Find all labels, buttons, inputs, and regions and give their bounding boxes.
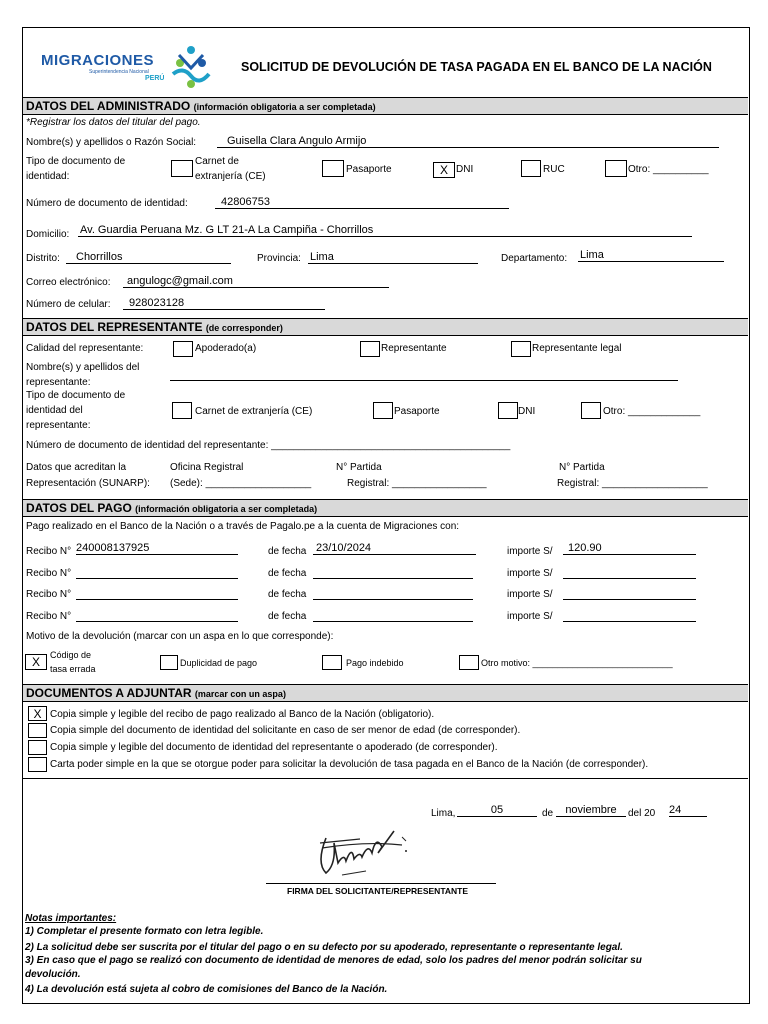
rep-doctype-label-1: Tipo de documento de [26, 390, 126, 401]
section-representante-header [23, 318, 748, 336]
option-indebido: Pago indebido [346, 658, 404, 668]
mes-field[interactable]: noviembre [556, 804, 626, 817]
section-pago-header [23, 499, 748, 517]
departamento-label: Departamento: [501, 253, 568, 264]
checkbox-rep-dni[interactable] [498, 402, 518, 419]
importe-label: importe S/ [507, 589, 553, 600]
departamento-field[interactable]: Lima [578, 249, 724, 262]
checkbox-rep-legal[interactable] [511, 341, 531, 357]
migraciones-logo [41, 44, 211, 90]
celular-label: Número de celular: [26, 299, 111, 310]
partida-a-label-1: N° Partida [336, 462, 382, 473]
checkbox-rep-pasaporte[interactable] [373, 402, 393, 419]
checkbox-doc-recibo[interactable]: X [28, 706, 47, 721]
checkbox-pasaporte[interactable] [322, 160, 344, 177]
rep-doctype-label-2: identidad del [26, 405, 83, 416]
de-label: de [542, 808, 554, 819]
checkbox-rep-ce[interactable] [172, 402, 192, 419]
provincia-label: Provincia: [257, 253, 301, 264]
option-rep-otro: Otro: _____________ [603, 406, 701, 417]
sunarp-label-1: Datos que acreditan la [26, 462, 127, 473]
note-item: 2) La solicitud debe ser suscrita por el titular del pago o en su defecto por su apoderado, representante o representante legal. [25, 942, 623, 953]
name-field[interactable]: Guisella Clara Angulo Armijo [217, 135, 719, 148]
motivo-label: Motivo de la devolución (marcar con un aspa en lo que corresponde): [26, 631, 334, 642]
recibo-field[interactable] [76, 609, 238, 622]
checkbox-otro[interactable] [605, 160, 627, 177]
dia-field[interactable]: 05 [457, 804, 537, 817]
checkbox-representante[interactable] [360, 341, 380, 357]
docnum-field[interactable]: 42806753 [215, 196, 509, 209]
option-rep-pasaporte: Pasaporte [394, 406, 440, 417]
domicilio-field[interactable]: Av. Guardia Peruana Mz. G LT 21-A La Campiña - Chorrillos [78, 224, 692, 237]
checkbox-doc-menor[interactable] [28, 723, 47, 738]
partida-a-label-2: Registral: _________________ [347, 478, 487, 489]
rep-docnum-label: Número de documento de identidad del representante: ___________________________________________ [26, 440, 511, 451]
docnum-label: Número de documento de identidad: [26, 198, 188, 209]
distrito-field[interactable]: Chorrillos [66, 251, 231, 264]
notes-heading: Notas importantes: [25, 913, 117, 924]
importe-field[interactable] [563, 587, 696, 600]
celular-field[interactable]: 928023128 [123, 297, 325, 310]
option-rep-legal: Representante legal [532, 343, 622, 354]
doc-item: Carta poder simple en la que se otorgue poder para solicitar la devolución de tasa pagada en el Banco de la Nación (de corresponder). [50, 759, 649, 770]
section-representante-note: (de corresponder) [205, 323, 283, 333]
option-ruc: RUC [543, 164, 565, 175]
option-otro: Otro: __________ [628, 164, 709, 175]
importe-field[interactable] [563, 566, 696, 579]
importe-field[interactable]: 120.90 [563, 542, 696, 555]
del-label: del 20 [628, 808, 656, 819]
section-administrado-note: (información obligatoria a ser completada) [193, 102, 376, 112]
option-codigo-2: tasa errada [50, 664, 96, 674]
lugar-label: Lima, [431, 808, 456, 819]
section-pago-note: (información obligatoria a ser completada) [135, 504, 318, 514]
partida-b-label-1: N° Partida [559, 462, 605, 473]
recibo-label: Recibo N° [26, 568, 72, 579]
checkbox-doc-representante[interactable] [28, 740, 47, 755]
fecha-label: de fecha [268, 546, 307, 557]
logo-subtitle: Superintendencia Nacional [89, 69, 149, 75]
fecha-label: de fecha [268, 611, 307, 622]
recibo-label: Recibo N° [26, 611, 72, 622]
checkbox-ruc[interactable] [521, 160, 541, 177]
recibo-field[interactable] [76, 587, 238, 600]
form-frame [22, 27, 750, 1004]
instruction-text: *Registrar los datos del titular del pago. [26, 117, 201, 128]
option-ce-2: extranjería (CE) [195, 171, 266, 182]
section-administrado-header [23, 97, 748, 115]
checkbox-rep-otro[interactable] [581, 402, 601, 419]
option-duplicidad: Duplicidad de pago [180, 658, 258, 668]
logo-text: MIGRACIONES [41, 52, 155, 69]
checkbox-indebido[interactable] [322, 655, 342, 670]
correo-label: Correo electrónico: [26, 277, 111, 288]
name-label: Nombre(s) y apellidos o Razón Social: [26, 137, 197, 148]
correo-field[interactable]: angulogc@gmail.com [123, 275, 389, 288]
rep-nombre-label-2: representante: [26, 377, 91, 388]
checkbox-doc-carta[interactable] [28, 757, 47, 772]
checkbox-apoderado[interactable] [173, 341, 193, 357]
option-pasaporte: Pasaporte [346, 164, 392, 175]
option-codigo-1: Código de [50, 650, 92, 660]
pago-intro: Pago realizado en el Banco de la Nación o a través de Pagalo.pe a la cuenta de Migraciones con: [26, 521, 460, 532]
rep-doctype-label-3: representante: [26, 420, 91, 431]
recibo-field[interactable]: 240008137925 [76, 542, 238, 555]
checkbox-ce[interactable] [171, 160, 193, 177]
form-title: SOLICITUD DE DEVOLUCIÓN DE TASA PAGADA EN EL BANCO DE LA NACIÓN [241, 60, 712, 74]
section-documentos-header [23, 684, 748, 702]
signature-label: FIRMA DEL SOLICITANTE/REPRESENTANTE [287, 886, 469, 896]
option-dni: DNI [456, 164, 474, 175]
option-rep-dni: DNI [518, 406, 536, 417]
signature-line [266, 883, 496, 884]
section-documentos-title: DOCUMENTOS A ADJUNTAR [26, 686, 192, 700]
logo-country: PERÚ [145, 75, 165, 82]
option-representante: Representante [381, 343, 447, 354]
calidad-label: Calidad del representante: [26, 343, 144, 354]
note-item: devolución. [25, 969, 81, 980]
doc-item: Copia simple del documento de identidad del solicitante en caso de ser menor de edad (de corresponder). [50, 725, 521, 736]
checkbox-codigo-errado[interactable]: X [25, 654, 47, 670]
distrito-label: Distrito: [26, 253, 60, 264]
recibo-label: Recibo N° [26, 546, 72, 557]
anio-field[interactable]: 24 [669, 804, 707, 817]
logo-emblem-icon [169, 44, 213, 90]
fecha-field[interactable] [313, 566, 473, 579]
section-documentos-note: (marcar con un aspa) [194, 689, 286, 699]
fecha-label: de fecha [268, 568, 307, 579]
importe-label: importe S/ [507, 568, 553, 579]
doc-item: Copia simple y legible del documento de identidad del representante o apoderado (de corresponder). [50, 742, 498, 753]
option-ce-1: Carnet de [195, 156, 239, 167]
rep-nombre-label-1: Nombre(s) y apellidos del [26, 362, 140, 373]
sunarp-label-2: Representación (SUNARP): [26, 478, 150, 489]
section-administrado-title: DATOS DEL ADMINISTRADO [26, 99, 191, 113]
partida-b-label-2: Registral: ___________________ [557, 478, 708, 489]
importe-label: importe S/ [507, 546, 553, 557]
checkbox-otro-motivo[interactable] [459, 655, 479, 670]
oficina-label-1: Oficina Registral [170, 462, 244, 473]
option-otro-motivo: Otro motivo: ____________________________ [481, 658, 673, 668]
recibo-label: Recibo N° [26, 589, 72, 600]
importe-field[interactable] [563, 609, 696, 622]
importe-label: importe S/ [507, 611, 553, 622]
fecha-label: de fecha [268, 589, 307, 600]
domicilio-label: Domicilio: [26, 229, 70, 240]
divider [23, 778, 748, 779]
doc-item: Copia simple y legible del recibo de pago realizado al Banco de la Nación (obligatorio). [50, 709, 435, 720]
oficina-label-2: (Sede): ___________________ [170, 478, 312, 489]
doctype-label-2: identidad: [26, 171, 70, 182]
fecha-field[interactable] [313, 609, 473, 622]
section-representante-title: DATOS DEL REPRESENTANTE [26, 320, 203, 334]
checkbox-dni[interactable]: X [433, 162, 455, 178]
note-item: 1) Completar el presente formato con letra legible. [25, 926, 264, 937]
option-apoderado: Apoderado(a) [195, 343, 257, 354]
signature-image [306, 823, 416, 883]
checkbox-duplicidad[interactable] [160, 655, 178, 670]
section-pago-title: DATOS DEL PAGO [26, 501, 132, 515]
note-item: 3) En caso que el pago se realizó con documento de identidad de menores de edad, solo los padres del menor podrán solicitar su [25, 955, 642, 966]
fecha-field[interactable]: 23/10/2024 [313, 542, 476, 555]
note-item: 4) La devolución está sujeta al cobro de comisiones del Banco de la Nación. [25, 984, 388, 995]
provincia-field[interactable]: Lima [308, 251, 478, 264]
option-rep-ce: Carnet de extranjería (CE) [195, 406, 313, 417]
rep-nombre-field[interactable] [170, 368, 678, 381]
fecha-field[interactable] [313, 587, 473, 600]
doctype-label-1: Tipo de documento de [26, 156, 126, 167]
recibo-field[interactable] [76, 566, 238, 579]
